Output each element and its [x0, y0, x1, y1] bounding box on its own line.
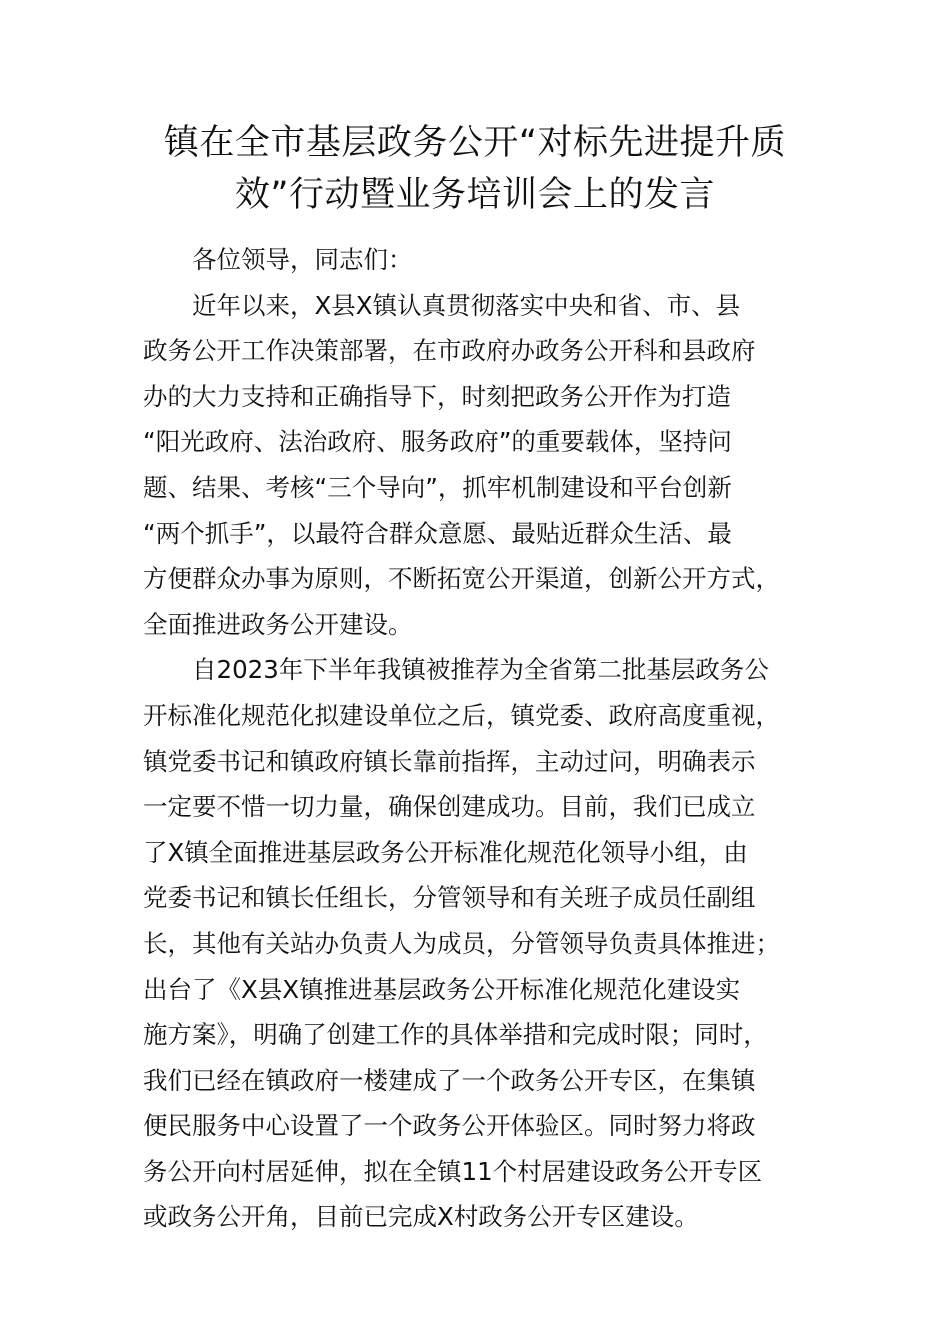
paragraph-line: 施方案》，明确了创建工作的具体举措和完成时限；同时， — [143, 1020, 768, 1050]
paragraph-line: 长，其他有关站办负责人为成员，分管领导负责具体推进； — [143, 928, 780, 958]
paragraph-line: “两个抓手”，以最符合群众意愿、最贴近群众生活、最 — [143, 518, 732, 548]
document-title — [130, 117, 820, 221]
paragraph-line: 自2023年下半年我镇被推荐为全省第二批基层政务公 — [192, 655, 769, 685]
paragraph-line: 了X镇全面推进基层政务公开标准化规范化领导小组，由 — [143, 837, 748, 867]
paragraph-line: 镇党委书记和镇政府镇长靠前指挥，主动过问，明确表示 — [143, 746, 756, 776]
title-line: 镇在全市基层政务公开“对标先进提升质 — [163, 123, 787, 163]
paragraph-line: 办的大力支持和正确指导下，时刻把政务公开作为打造 — [143, 381, 731, 411]
paragraph-line: 方便群众办事为原则，不断拓宽公开渠道，创新公开方式， — [143, 564, 780, 594]
paragraph-line: 政务公开工作决策部署，在市政府办政务公开科和县政府 — [143, 336, 756, 366]
document-body — [143, 237, 813, 1240]
paragraph-line: “阳光政府、法治政府、服务政府”的重要载体，坚持问 — [143, 427, 732, 457]
paragraph-line: 便民服务中心设置了一个政务公开体验区。同时努力将政 — [143, 1111, 756, 1141]
paragraph-line: 我们已经在镇政府一楼建成了一个政务公开专区，在集镇 — [143, 1065, 756, 1095]
paragraph-line: 题、结果、考核“三个导向”，抓牢机制建设和平台创新 — [143, 472, 732, 502]
paragraph-line: 或政务公开角，目前已完成X村政务公开专区建设。 — [143, 1202, 699, 1232]
paragraph-line: 开标准化规范化拟建设单位之后，镇党委、政府高度重视， — [143, 700, 780, 730]
paragraph-1 — [143, 283, 813, 648]
paragraph-line: 务公开向村居延伸，拟在全镇11个村居建设政务公开专区 — [143, 1156, 763, 1186]
paragraph-line: 全面推进政务公开建设。 — [143, 609, 413, 639]
paragraph-2 — [143, 647, 813, 1240]
paragraph-line: 近年以来，X县X镇认真贯彻落实中央和省、市、县 — [192, 290, 741, 320]
paragraph-line: 党委书记和镇长任组长，分管领导和有关班子成员任副组 — [143, 883, 756, 913]
title-line: 效”行动暨业务培训会上的发言 — [234, 175, 716, 215]
greeting: 各位领导，同志们： — [192, 245, 413, 274]
paragraph-line: 一定要不惜一切力量，确保创建成功。目前，我们已成立 — [143, 792, 756, 822]
paragraph-line: 出台了《X县X镇推进基层政务公开标准化规范化建设实 — [143, 974, 741, 1004]
